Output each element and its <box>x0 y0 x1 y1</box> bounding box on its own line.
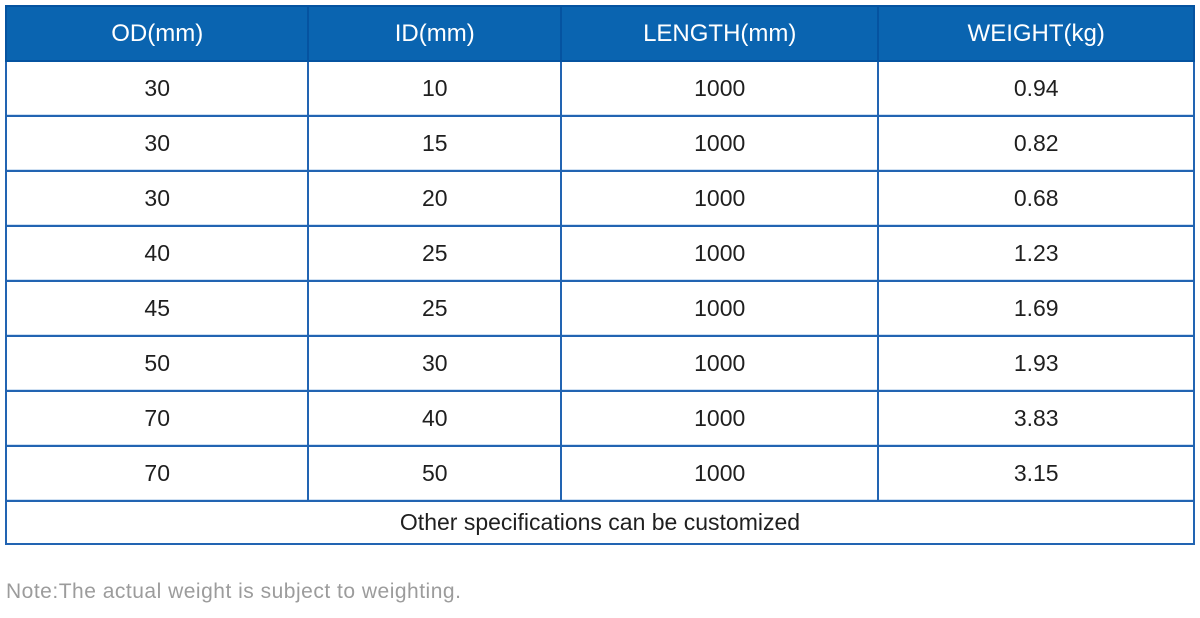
table-cell: 0.94 <box>878 61 1194 116</box>
table-cell: 3.15 <box>878 446 1194 501</box>
table-cell: 30 <box>6 171 308 226</box>
table-row <box>6 281 1194 336</box>
table-row <box>6 116 1194 171</box>
table-cell: 1000 <box>561 61 878 116</box>
table-cell: 1000 <box>561 281 878 336</box>
table-cell: 1000 <box>561 391 878 446</box>
table-cell: 45 <box>6 281 308 336</box>
table-row <box>6 226 1194 281</box>
table-cell: 30 <box>6 116 308 171</box>
table-row <box>6 61 1194 116</box>
table-cell: 25 <box>308 281 561 336</box>
table-cell: 1000 <box>561 171 878 226</box>
table-cell: 10 <box>308 61 561 116</box>
table-row <box>6 446 1194 501</box>
table-cell: 1000 <box>561 446 878 501</box>
weight-disclaimer-note: Note:The actual weight is subject to weighting. <box>6 580 462 603</box>
table-row <box>6 336 1194 391</box>
table-cell: 0.82 <box>878 116 1194 171</box>
table-cell: 20 <box>308 171 561 226</box>
table-cell: 1.23 <box>878 226 1194 281</box>
specification-table <box>5 5 1195 545</box>
column-header: ID(mm) <box>308 6 561 61</box>
table-cell: 1000 <box>561 336 878 391</box>
table-cell: 3.83 <box>878 391 1194 446</box>
table-cell: 70 <box>6 446 308 501</box>
table-cell: 1.69 <box>878 281 1194 336</box>
table-cell: 50 <box>308 446 561 501</box>
table-cell: 1000 <box>561 116 878 171</box>
table-cell: 70 <box>6 391 308 446</box>
table-cell: 1000 <box>561 226 878 281</box>
table-row <box>6 171 1194 226</box>
table-cell: 25 <box>308 226 561 281</box>
table-row <box>6 391 1194 446</box>
column-header: OD(mm) <box>6 6 308 61</box>
table-cell: 1.93 <box>878 336 1194 391</box>
column-header: LENGTH(mm) <box>561 6 878 61</box>
table-cell: 30 <box>308 336 561 391</box>
table-cell: 30 <box>6 61 308 116</box>
table-cell: 40 <box>6 226 308 281</box>
table-cell: 40 <box>308 391 561 446</box>
table-cell: 15 <box>308 116 561 171</box>
table-cell: 0.68 <box>878 171 1194 226</box>
table-footer-row <box>6 501 1194 544</box>
customization-note-cell: Other specifications can be customized <box>6 501 1194 544</box>
table-header-row <box>6 6 1194 61</box>
column-header: WEIGHT(kg) <box>878 6 1194 61</box>
table-cell: 50 <box>6 336 308 391</box>
